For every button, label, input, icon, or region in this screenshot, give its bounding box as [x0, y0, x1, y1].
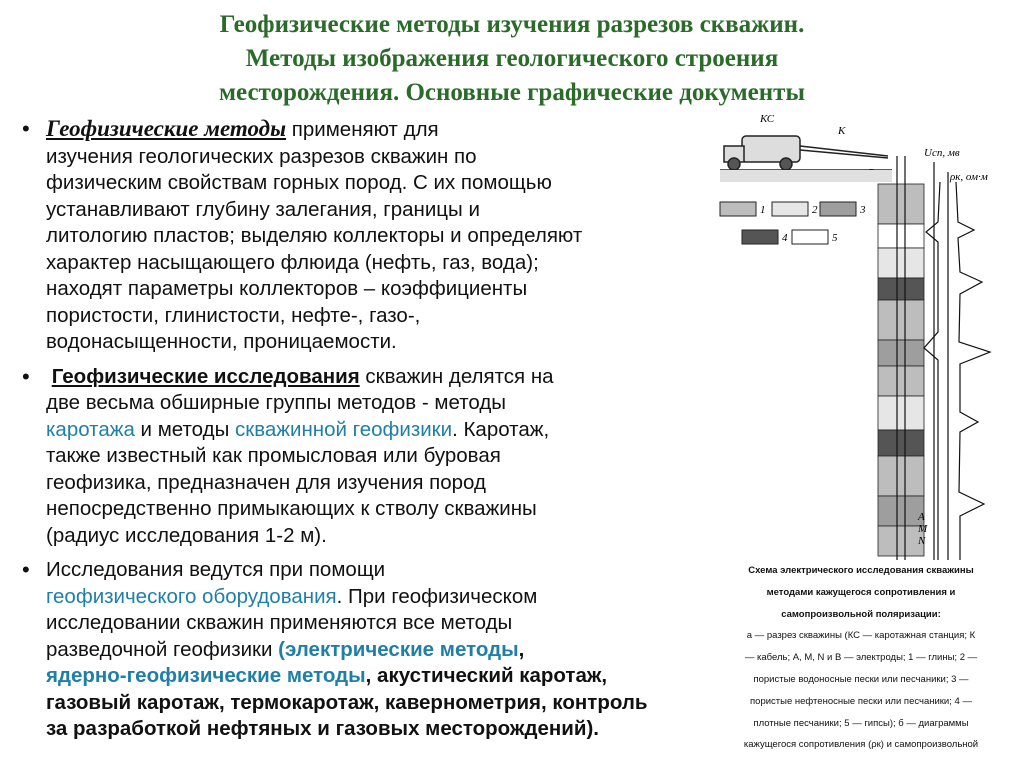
bullet-item-geophysical-research — [12, 364, 702, 550]
bullet-marker: • — [22, 363, 30, 389]
bullet-item-geophysical-methods — [12, 116, 702, 356]
text-line: применяют для — [286, 118, 439, 141]
text-fragment: . При геофизическом — [336, 584, 538, 608]
legend-2: 2 — [812, 204, 818, 216]
label-usp: Uсп, мв — [924, 147, 960, 159]
text-fragment: и методы — [134, 417, 236, 441]
text-line: изучения геологических разрезов скважин по — [46, 144, 477, 168]
ground-surface — [720, 170, 892, 182]
caption-line: кажущегося сопротивления (ρк) и самопроизвольной — [743, 739, 979, 751]
text-line: исследовании скважин применяются все методы — [46, 611, 513, 634]
legend — [720, 202, 866, 244]
log-curves — [924, 162, 990, 560]
text-line: водонасыщенности, проницаемости. — [46, 330, 397, 353]
text-fragment: разведочной геофизики — [46, 637, 279, 661]
text-line: геофизика, предназначен для изучения пород — [46, 470, 486, 494]
bullet-item-equipment — [12, 557, 702, 743]
term-geophysical-methods: Геофизические методы — [46, 116, 287, 141]
caption-line: плотные песчаники; 5 — гипсы); б — диаграммы — [753, 717, 969, 729]
well-logging-diagram — [712, 112, 1012, 562]
caption-line: — кабель; А, М, N и В — электроды; 1 — глины; 2 — — [744, 652, 978, 664]
logging-truck-icon — [724, 136, 888, 170]
text-line: устанавливают глубину залегания, границы и — [46, 197, 480, 221]
title-line-3: месторождения. Основные графические документы — [219, 79, 805, 106]
emphasis-electrical-methods: (электрические методы — [278, 637, 519, 661]
slide-title — [40, 8, 984, 110]
legend-3: 3 — [860, 204, 866, 216]
body-text — [12, 116, 702, 743]
text-fragment: , — [518, 637, 525, 661]
caption-line: пористые водоносные пески или песчаники; 3 — — [753, 673, 969, 685]
legend-5: 5 — [832, 232, 838, 244]
text-line: за разработкой нефтяных и газовых месторождений). — [46, 717, 599, 740]
text-fragment: , акустический каротаж, — [365, 664, 608, 687]
label-rk: ρк, ом·м — [950, 171, 988, 183]
bullet-marker: • — [22, 557, 30, 582]
emphasis-nuclear-methods: ядерно-геофизические методы — [46, 664, 366, 687]
text-line: Исследования ведутся при помощи — [46, 558, 386, 581]
text-line: физическим свойствам горных пород. С их помощью — [46, 171, 552, 194]
title-line-2: Методы изображения геологического строения — [245, 45, 779, 72]
text-line: характер насыщающего флюида (нефть, газ, вода); — [46, 250, 539, 274]
caption-line: Схема электрического исследования скважины — [748, 565, 974, 576]
link-geophysical-equipment[interactable]: геофизического оборудования — [46, 584, 337, 608]
legend-4: 4 — [782, 232, 788, 244]
diagram-caption — [712, 560, 1010, 756]
caption-line: а — разрез скважины (КС — каротажная станция; К — [746, 630, 976, 642]
strata-column — [878, 184, 924, 556]
legend-1: 1 — [760, 204, 766, 216]
text-line: литологию пластов; выделяю коллекторы и определяют — [46, 224, 583, 247]
text-line: газовый каротаж, термокаротаж, кавернометрия, контроль — [46, 690, 648, 714]
label-kc: КС — [760, 113, 775, 125]
label-m: М — [918, 523, 928, 535]
text-fragment: . Каротаж, — [452, 417, 550, 441]
term-geophysical-research: Геофизические исследования — [51, 364, 360, 388]
text-line: пористости, глинистости, нефте-, газо-, — [46, 303, 421, 327]
caption-line: методами кажущегося сопротивления и — [766, 586, 956, 598]
bullet-marker: • — [22, 116, 30, 141]
text-line: также известный как промысловая или буровая — [46, 444, 501, 467]
title-line-1: Геофизические методы изучения разрезов скважин. — [219, 11, 805, 38]
label-k: К — [838, 125, 846, 137]
label-a: А — [918, 511, 925, 523]
text-line: непосредственно примыкающих к стволу скважины — [46, 497, 537, 520]
label-n: N — [918, 535, 926, 547]
link-logging[interactable]: каротажа — [46, 417, 135, 441]
text-line: находят параметры коллекторов – коэффициенты — [46, 277, 528, 300]
text-line: две весьма обширные группы методов - методы — [46, 391, 507, 414]
caption-line: самопроизвольной поляризации: — [781, 608, 941, 620]
text-line: (радиус исследования 1-2 м). — [46, 523, 327, 547]
link-borehole-geophysics[interactable]: скважинной геофизики — [235, 417, 453, 441]
caption-line: пористые нефтеносные пески или песчаники; 4 — — [750, 695, 972, 707]
text-line: скважин делятся на — [359, 364, 554, 388]
